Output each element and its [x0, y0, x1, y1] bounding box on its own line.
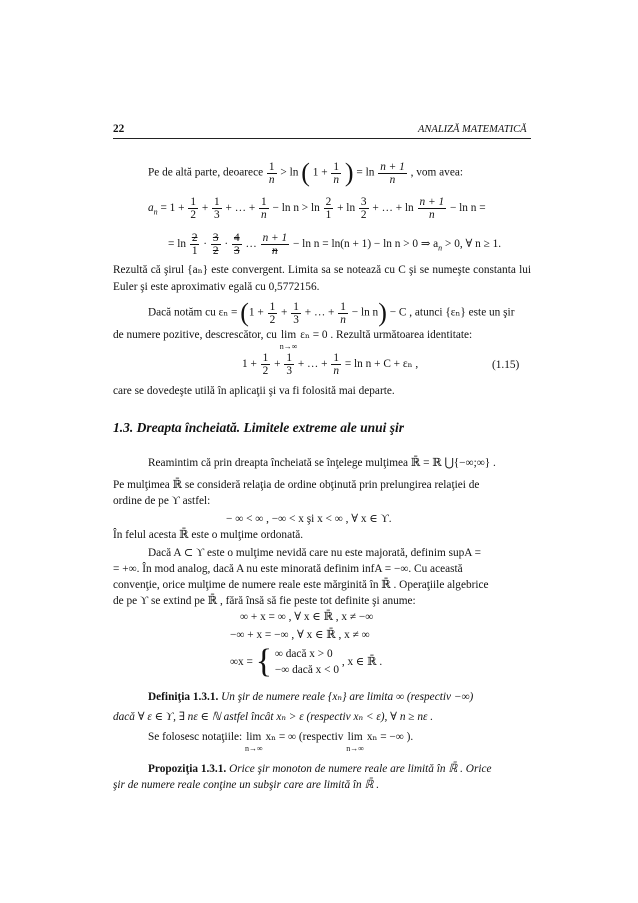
- equation-number: (1.15): [492, 359, 520, 371]
- body-line-5: În felul acesta ℝ̄ este o mulţime ordonată.: [113, 529, 304, 541]
- definition-line-2: dacă ∀ ε ∈ ϒ, ∃ nε ∈ ℕ astfel încât xₙ > ε (respectiv xₙ < ε), ∀ n ≥ nε .: [113, 711, 434, 723]
- eq-line-3: = ln $\frac{2}{1}$ · $\frac{3}{2}$ · $\frac{4}{3}$ … $\frac{n + 1}{n}$ − ln n = ln(n + 1) − ln n > 0 ⇒ $a_n > 0$, ∀ n ≥ 1.: [168, 232, 502, 257]
- body-line-8: convenţie, orice mulţime de numere reale este mărginită în ℝ̄ . Operaţiile algebrice: [113, 579, 489, 591]
- proposition-1-3-1: Propoziţia 1.3.1. Orice şir monoton de numere reale are limită în ℝ̄ . Orice: [148, 763, 492, 775]
- paragraph-euler: Rezultă că şirul {aₙ} este convergent. Limita sa se notează cu C şi se numeşte constanta lui Euler şi este aproximativ egală cu 0,5772156.: [113, 264, 531, 293]
- paragraph-useful: care se dovedeşte utilă în aplicaţii şi va fi folosită mai departe.: [113, 385, 395, 397]
- eq-epsilon-def: Dacă notăm cu εₙ = (1 + $\frac{1}{2}$ + $\frac{1}{3}$ + … + $\frac{1}{n}$ − ln n) − C , atunci {εₙ} este un şir: [148, 298, 515, 327]
- operation-3: ∞x = { ∞ dacă x > 0 −∞ dacă x < 0 , x ∈ ℝ̄ .: [230, 643, 383, 680]
- eq-line-1: Pe de altă parte, deoarece $\frac{1}{n}$ > ln ( 1 + $\frac{1}{n}$ ) = ln $\frac{n + 1}{n}$ , vom avea:: [148, 158, 463, 187]
- notation-line: Se folosesc notaţiile: lim n→∞ xₙ = ∞ (respectiv lim n→∞ xₙ = −∞ ).: [148, 731, 414, 753]
- proposition-line-2: şir de numere reale conţine un subşir care are limită în ℝ̄ .: [113, 779, 380, 791]
- eq-line-2: $a_n = 1$ + $\frac{1}{2}$ + $\frac{1}{3}$ + … + $\frac{1}{n}$ − ln n > ln $\frac{2}{1}$ + ln $\frac{3}{2}$ + … + ln $\frac{n + 1}{n}$ − ln n =: [148, 196, 486, 221]
- order-relation: − ∞ < ∞ , −∞ < x şi x < ∞ , ∀ x ∈ ϒ.: [226, 513, 392, 525]
- header-rule: [113, 138, 531, 139]
- eq-limit-line: de numere pozitive, descrescător, cu lim n→∞ εₙ = 0 . Rezultă următoarea identitate:: [113, 329, 473, 351]
- body-line-7: = +∞. În mod analog, dacă A nu este minorată definim infA = −∞. Cu această: [113, 563, 463, 575]
- body-line-9: de pe ϒ se extind pe ℝ̄ , fără însă să fie peste tot definite şi anume:: [113, 595, 416, 607]
- body-line-1: Reamintim că prin dreapta încheiată se înţelege mulţimea ℝ̄ = ℝ ⋃{−∞;∞} .: [148, 457, 496, 469]
- definition-1-3-1: Definiţia 1.3.1. Un şir de numere reale {xₙ} are limita ∞ (respectiv −∞): [148, 691, 474, 703]
- body-line-2: Pe mulţimea ℝ̄ se consideră relaţia de ordine obţinută prin prelungirea relaţiei de: [113, 479, 480, 491]
- eq-1-15: 1 + $\frac{1}{2}$ + $\frac{1}{3}$ + … + $\frac{1}{n}$ = ln n + C + εₙ ,: [242, 352, 419, 377]
- operation-1: ∞ + x = ∞ , ∀ x ∈ ℝ̄ , x ≠ −∞: [240, 611, 374, 623]
- running-title: ANALIZĂ MATEMATICĂ: [418, 124, 527, 135]
- operation-2: −∞ + x = −∞ , ∀ x ∈ ℝ̄ , x ≠ ∞: [230, 629, 370, 641]
- body-line-6: Dacă A ⊂ ϒ este o mulţime nevidă care nu este majorată, definim supA =: [148, 547, 481, 559]
- section-title: 1.3. Dreapta încheiată. Limitele extreme ale unui şir: [113, 420, 404, 435]
- body-line-3: ordine de pe ϒ astfel:: [113, 495, 211, 507]
- page-number: 22: [113, 123, 125, 135]
